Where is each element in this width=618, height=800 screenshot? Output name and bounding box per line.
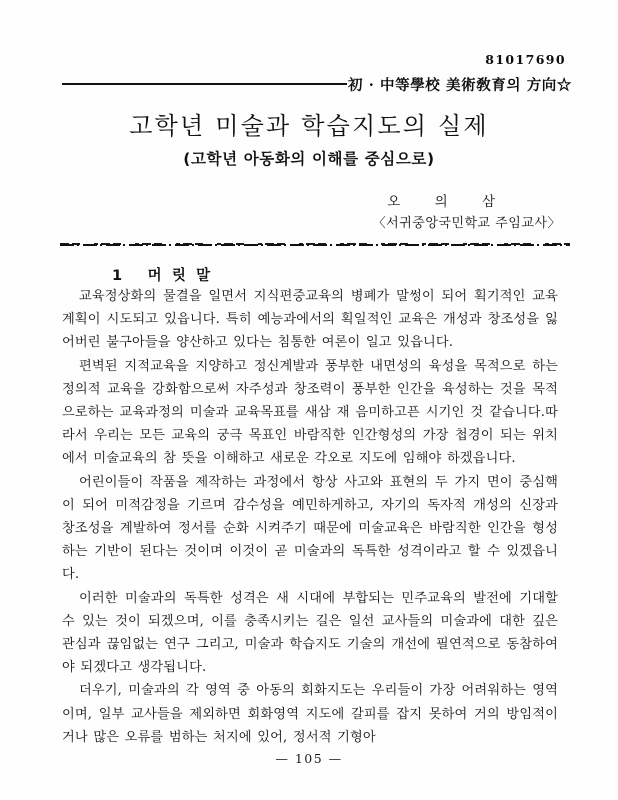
page-number: — 105 — xyxy=(275,751,343,766)
paragraph: 편벽된 지적교육을 지양하고 정신계발과 풍부한 내면성의 육성을 목적으로 하는 정의적 교육을 강화함으로써 자주성과 창조력이 풍부한 인간을 육성하는 것을 목적으로하는 교육과정의 미술과 교육목표를 새삼 재 음미하고픈 시기인 것 같습니다.따라서 우리는 모든 교육의 궁극 목표인 바람직한 인간형성의 가장 첩경이 되는 위치에서 미술교육의 참 뜻을 이해하고 새로운 각오로 지도에 임해야 하겠읍니다. xyxy=(62,358,558,467)
title-block xyxy=(0,112,618,168)
paragraph: 더우기, 미술과의 각 영역 중 아동의 회화지도는 우리들이 가장 어려워하는 영역이며, 일부 교사들을 제외하면 회화영역 지도에 갈피를 잡지 못하여 거의 방임적이거나 많은 오류를 범하는 처지에 있어, 정서적 기형아 xyxy=(62,683,558,745)
document-number: 81017690 xyxy=(485,52,566,67)
body-text xyxy=(62,285,558,749)
running-head-title: 初 · 中等學校 美術敎育의 方向☆ xyxy=(347,77,572,94)
running-head-row xyxy=(62,74,572,95)
author-affiliation: 〈서귀중앙국민학교 주임교사〉 xyxy=(372,216,561,231)
author-name: 오 의 삼 xyxy=(387,194,495,210)
paragraph: 어린이들이 작품을 제작하는 과정에서 항상 사고와 표현의 두 가지 면이 중심핵이 되어 미적감정을 기르며 감수성을 예민하게하고, 자기의 독자적 개성의 신장과 창조성을 계발하여 정서를 순화 시켜주기 때문에 미술교육은 바람직한 인간을 형성하는 기반이 된다는 것이며 이것이 곧 미술과의 독특한 성격이라고 할 수 있겠읍니다. xyxy=(62,474,558,583)
page-title: 고학년 미술과 학습지도의 실제 xyxy=(129,112,489,140)
section-heading: 1 머 릿 말 xyxy=(112,268,213,284)
page-subtitle: (고학년 아동화의 이해를 중심으로) xyxy=(183,149,435,168)
paragraph: 교육정상화의 물결을 일면서 지식편중교육의 병폐가 말썽이 되어 획기적인 교육계획이 시도되고 있읍니다. 특히 예능과에서의 획일적인 교육은 개성과 창조성을 잃어버린 불구아들을 양산하고 있다는 침통한 여론이 일고 있읍니다. xyxy=(62,289,558,351)
section-divider xyxy=(60,243,570,246)
header-rule-line xyxy=(62,83,347,85)
running-head xyxy=(0,52,618,98)
paragraph: 이러한 미술과의 독특한 성격은 새 시대에 부합되는 민주교육의 발전에 기대할 수 있는 것이 되겠으며, 이를 충족시키는 길은 일선 교사들의 미술과에 대한 깊은 관심과 끊임없는 연구 그리고, 미술과 학습지도 기술의 개선에 필연적으로 동참하여야 되겠다고 생각됩니다. xyxy=(62,590,558,676)
